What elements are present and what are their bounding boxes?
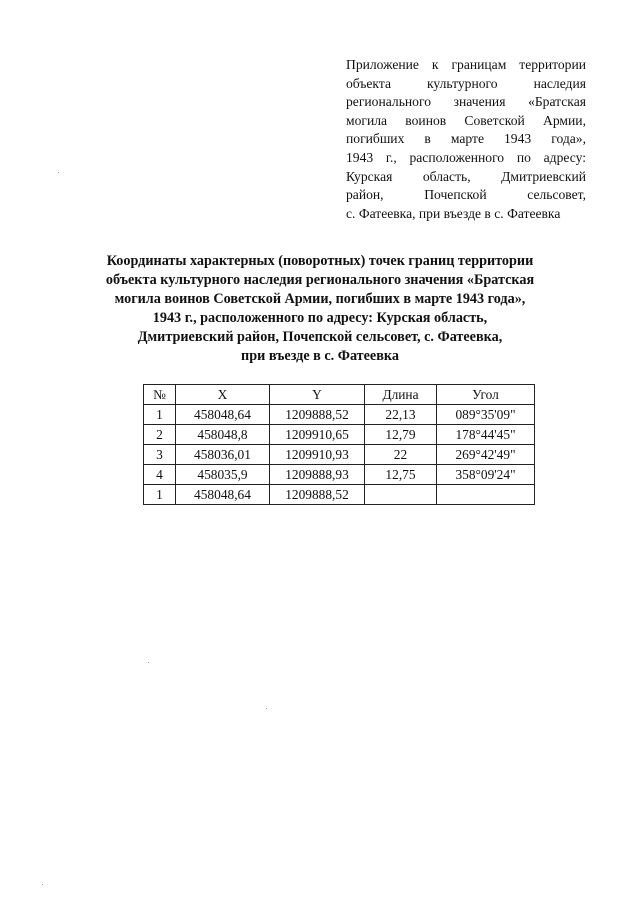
scan-speck (266, 708, 267, 709)
cell-x: 458048,64 (176, 485, 270, 505)
cell-length: 22 (365, 445, 437, 465)
table-row (144, 465, 535, 485)
cell-number: 4 (144, 465, 176, 485)
appendix-line: 1943 г., расположенного по адресу: (346, 149, 586, 165)
cell-number: 1 (144, 405, 176, 425)
table-row (144, 425, 535, 445)
appendix-line: Курская область, Дмитриевский (346, 168, 586, 184)
cell-length: 22,13 (365, 405, 437, 425)
cell-angle: 089°35'09" (437, 405, 535, 425)
cell-y: 1209910,93 (270, 445, 365, 465)
header-length: Длина (365, 385, 437, 405)
title-line: могила воинов Советской Армии, погибших в марте 1943 года», (114, 291, 526, 307)
header-x: X (176, 385, 270, 405)
cell-angle (437, 485, 535, 505)
header-number: № (144, 385, 176, 405)
cell-number: 1 (144, 485, 176, 505)
table-row (144, 445, 535, 465)
header-y: Y (270, 385, 365, 405)
cell-length: 12,75 (365, 465, 437, 485)
scan-speck (42, 884, 43, 885)
appendix-line: могила воинов Советской Армии, (346, 112, 586, 128)
cell-length: 12,79 (365, 425, 437, 445)
document-title (60, 252, 580, 366)
coordinates-table (143, 384, 535, 505)
scan-speck (148, 662, 149, 663)
cell-x: 458036,01 (176, 445, 270, 465)
cell-y: 1209888,52 (270, 405, 365, 425)
cell-y: 1209910,65 (270, 425, 365, 445)
cell-number: 3 (144, 445, 176, 465)
title-line: при въезде в с. Фатеевка (241, 348, 399, 364)
appendix-line: с. Фатеевка, при въезде в с. Фатеевка (346, 205, 561, 221)
cell-angle: 358°09'24" (437, 465, 535, 485)
title-line: Координаты характерных (поворотных) точек границ территории (106, 253, 534, 269)
appendix-note (346, 56, 586, 223)
cell-length (365, 485, 437, 505)
title-line: Дмитриевский район, Почепской сельсовет, с. Фатеевка, (137, 329, 503, 345)
table-row (144, 485, 535, 505)
cell-x: 458048,64 (176, 405, 270, 425)
cell-angle: 178°44'45" (437, 425, 535, 445)
appendix-line: погибших в марте 1943 года», (346, 131, 586, 147)
appendix-line: объекта культурного наследия (346, 75, 586, 91)
cell-number: 2 (144, 425, 176, 445)
table-row (144, 405, 535, 425)
appendix-line: Приложение к границам территории (346, 57, 586, 72)
cell-x: 458035,9 (176, 465, 270, 485)
appendix-line: регионального значения «Братская (346, 94, 586, 110)
cell-angle: 269°42'49" (437, 445, 535, 465)
table-header-row (144, 385, 535, 405)
header-angle: Угол (437, 385, 535, 405)
scan-speck (58, 172, 59, 173)
cell-x: 458048,8 (176, 425, 270, 445)
cell-y: 1209888,52 (270, 485, 365, 505)
cell-y: 1209888,93 (270, 465, 365, 485)
title-line: объекта культурного наследия регионального значения «Братская (105, 272, 535, 288)
title-line: 1943 г., расположенного по адресу: Курская область, (152, 310, 488, 326)
appendix-line: район, Почепской сельсовет, (346, 187, 586, 203)
